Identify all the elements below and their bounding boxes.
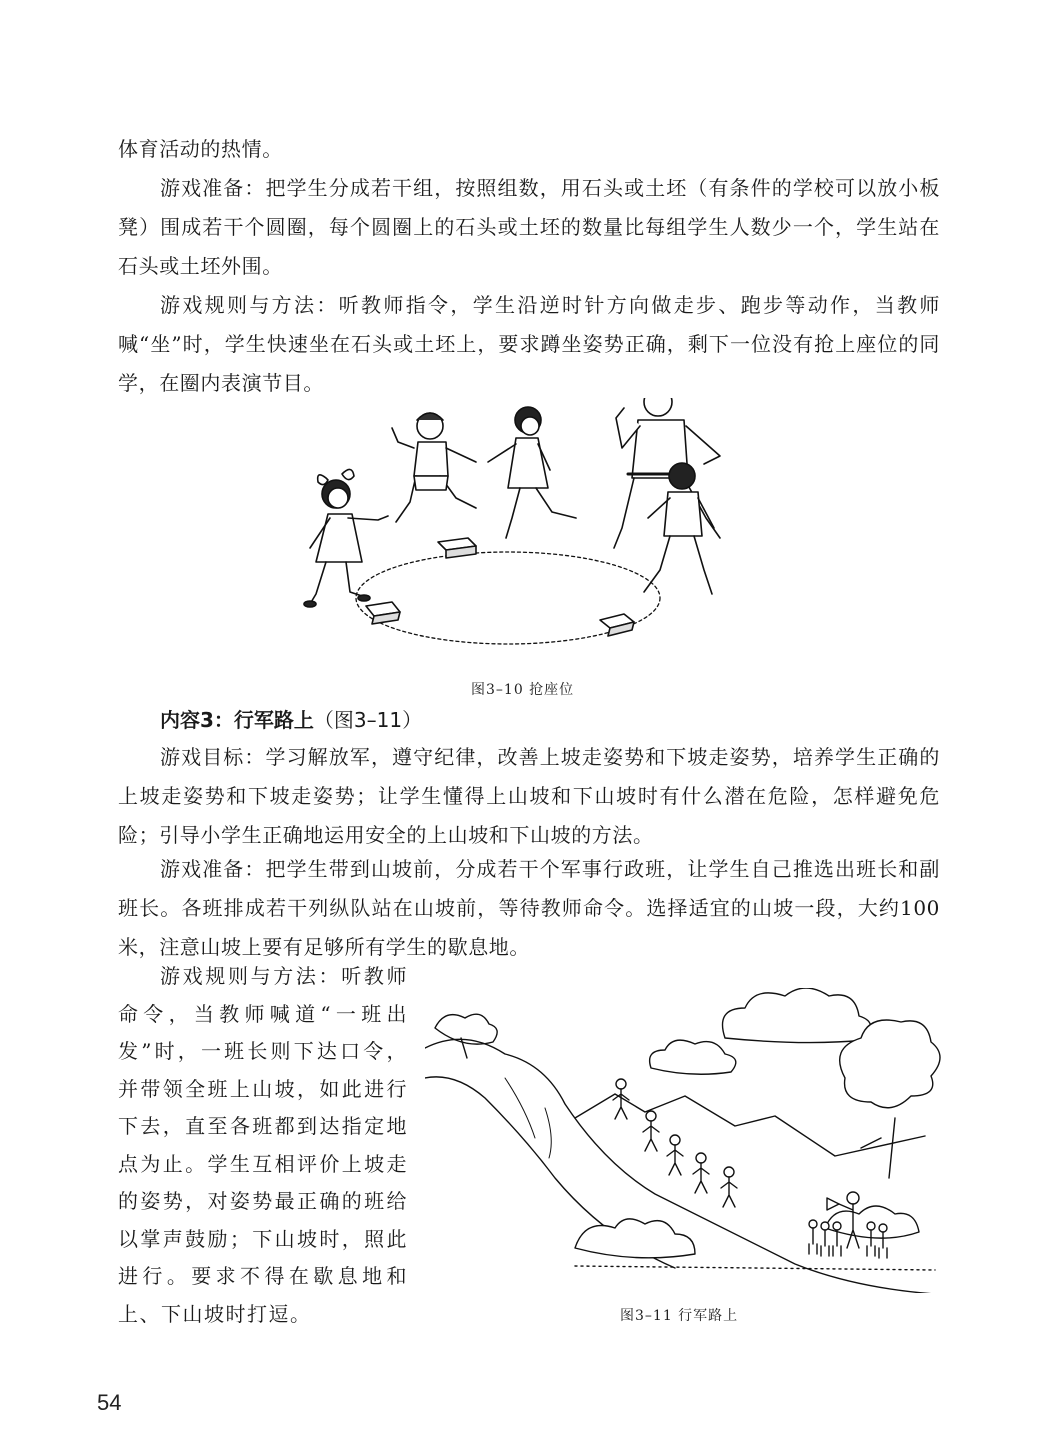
- child-girl-center: [488, 407, 576, 538]
- figure-3-10-caption: 图3–10 抢座位: [471, 682, 575, 698]
- paragraph-game-goal: 游戏目标：学习解放军，遵守纪律，改善上坡走姿势和下坡走姿势，培养学生正确的上坡走姿势和下坡走姿势；让学生懂得上山坡和下山坡时有什么潜在危险，怎样避免危险；引导小学生正确地运用安全的上山坡和下山坡的方法。: [118, 745, 940, 847]
- child-girl-left: [304, 469, 388, 607]
- paragraph-intro-end: 体育活动的热情。: [118, 137, 283, 161]
- section-figure-ref: （图3–11）: [313, 708, 423, 732]
- bushes-bottom-left: [575, 1219, 695, 1258]
- paragraph-game-preparation-1: 游戏准备：把学生分成若干组，按照组数，用石头或土坯（有条件的学校可以放小板凳）围成若干个圆圈，每个圆圈上的石头或土坯的数量比每组学生人数少一个，学生站在石头或土坯外围。: [118, 176, 940, 278]
- stone-3: [600, 614, 634, 636]
- paragraph-game-rules-2: 游戏规则与方法：听教师命令，当教师喊道“一班出发”时，一班长则下达口令，并带领全班上山坡，如此进行下去，直至各班都到达指定地点为止。学生互相评价上坡走的姿势，对姿势最正确的班给以掌声鼓励；下山坡时，照此进行。要求不得在歇息地和上、下山坡时打逗。: [118, 964, 408, 1326]
- paragraph-game-rules-1: 游戏规则与方法：听教师指令，学生沿逆时针方向做走步、跑步等动作，当教师喊“坐”时，学生快速坐在石头或土坯上，要求蹲坐姿势正确，剩下一位没有抢上座位的同学，在圈内表演节目。: [118, 293, 940, 395]
- section-title: 内容3：行军路上: [160, 708, 314, 732]
- student-1: [613, 1079, 629, 1119]
- tree-upper-left: [435, 1014, 497, 1058]
- page-number: 54: [97, 1390, 122, 1415]
- figure-3-11-caption: 图3–11 行军路上: [620, 1308, 739, 1324]
- child-boy-right: [644, 463, 714, 594]
- student-4: [693, 1153, 709, 1193]
- section-heading: [160, 705, 422, 735]
- tree-right: [840, 1020, 940, 1178]
- stone-2: [366, 602, 400, 624]
- student-3: [667, 1135, 683, 1175]
- student-2: [643, 1111, 659, 1151]
- cloud-middle: [650, 1040, 736, 1074]
- figure-grab-seats-illustration: [290, 398, 770, 658]
- student-5: [721, 1167, 737, 1207]
- figure-march-illustration: [425, 988, 945, 1293]
- cloud-right: [723, 988, 871, 1043]
- child-boy-center: [392, 413, 476, 522]
- stone-1: [438, 538, 476, 558]
- marching-students: [613, 1079, 737, 1207]
- paragraph-game-preparation-2: 游戏准备：把学生带到山坡前，分成若干个军事行政班，让学生自己推选出班长和副班长。各班排成若干列纵队站在山坡前，等待教师命令。选择适宜的山坡一段，大约100米，注意山坡上要有足够所有学生的歇息地。: [118, 857, 940, 959]
